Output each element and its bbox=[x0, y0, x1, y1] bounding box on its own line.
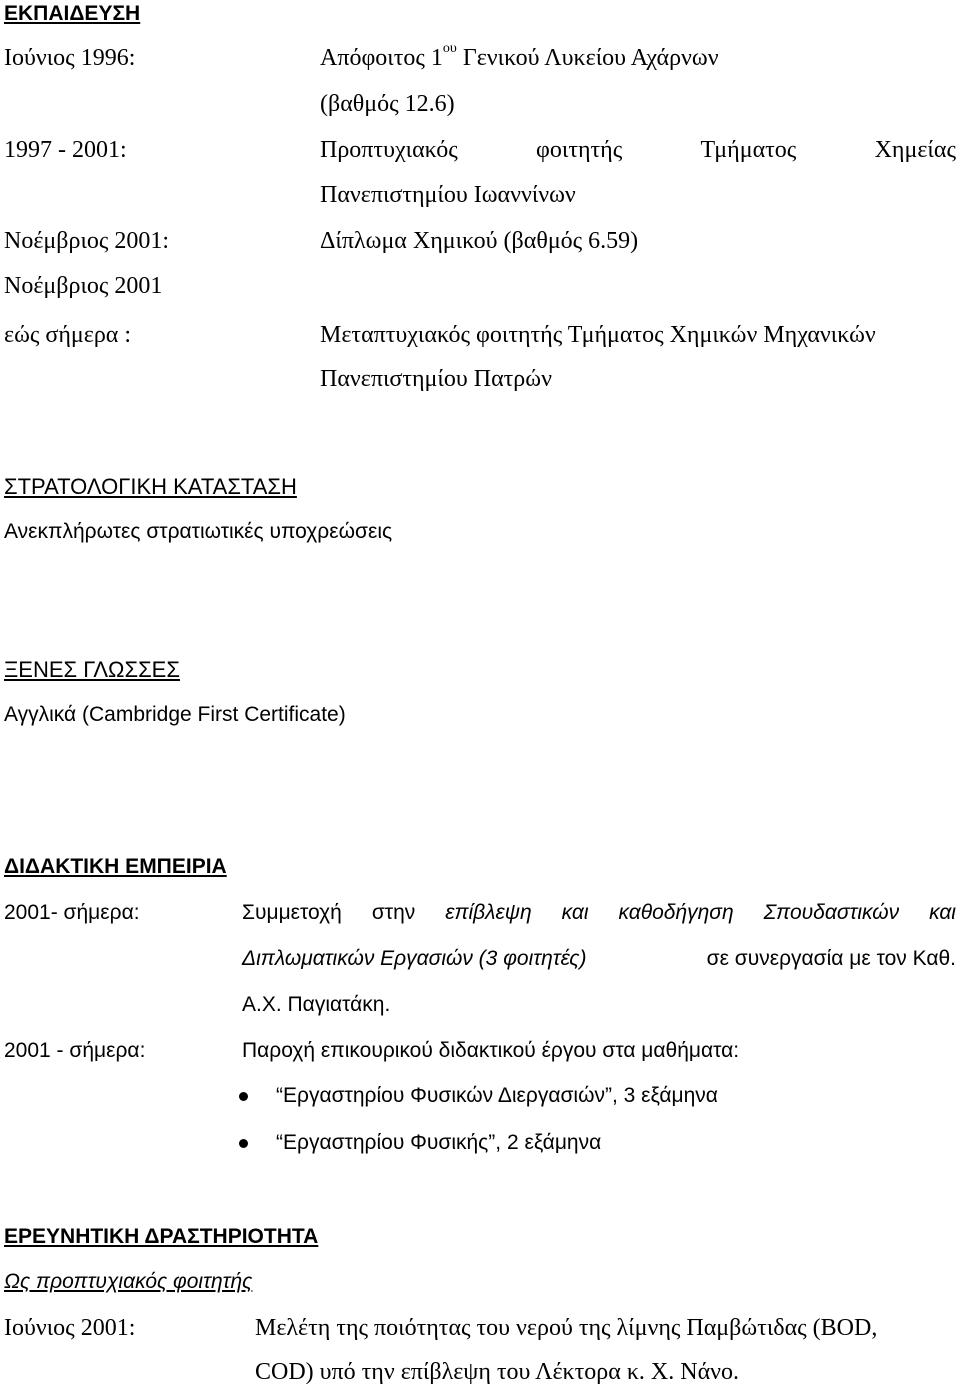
education-entry-2: Προπτυχιακός φοιτητής Τμήματος Χημείας bbox=[320, 137, 956, 163]
research-entry-1-line-2: COD) υπό την επίβλεψη του Λέκτορα κ. Χ. Νάνο. bbox=[255, 1359, 740, 1385]
research-date-1: Ιούνιος 2001: bbox=[4, 1315, 136, 1341]
languages-heading: ΞΕΝΕΣ ΓΛΩΣΣΕΣ bbox=[4, 657, 180, 682]
education-entry-1: Απόφοιτος $1^{o\upsilon}$ Γενικού Λυκείου Αχάρνων bbox=[320, 41, 719, 71]
research-entry-1: Μελέτη της ποιότητας του νερού της λίμνης Παμβώτιδας (BOD, bbox=[255, 1315, 878, 1341]
military-heading: ΣΤΡΑΤΟΛΟΓΙΚΗ ΚΑΤΑΣΤΑΣΗ bbox=[4, 474, 297, 499]
education-date-1: Ιούνιος 1996: bbox=[4, 45, 136, 71]
course-item-2: “Εργαστηρίου Φυσικής”, 2 εξάμηνα bbox=[276, 1131, 602, 1154]
education-entry-3: Δίπλωμα Χημικού (βαθμός 6.59) bbox=[320, 228, 639, 254]
education-entry-1-line-2: (βαθμός 12.6) bbox=[320, 91, 455, 117]
education-date-4-line-2: εώς σήμερα : bbox=[4, 322, 132, 348]
teaching-heading: ΔΙΔΑΚΤΙΚΗ ΕΜΠΕΙΡΙΑ bbox=[4, 855, 227, 878]
teaching-entry-1-line-2: Διπλωματικών Εργασιών (3 φοιτητές) σε συνεργασία με τον Καθ. bbox=[242, 947, 956, 970]
education-entry-2-line-2: Πανεπιστημίου Ιωαννίνων bbox=[320, 182, 576, 208]
teaching-entry-2: Παροχή επικουρικού διδακτικού έργου στα μαθήματα: bbox=[242, 1039, 740, 1062]
education-entry-4-line-2: Πανεπιστημίου Πατρών bbox=[320, 366, 552, 392]
education-date-3: Νοέμβριος 2001: bbox=[4, 228, 170, 254]
military-status: Ανεκπλήρωτες στρατιωτικές υποχρεώσεις bbox=[4, 520, 393, 543]
course-item-1: “Εργαστηρίου Φυσικών Διεργασιών”, 3 εξάμηνα bbox=[276, 1084, 718, 1107]
education-heading: ΕΚΠΑΙΔΕΥΣΗ bbox=[4, 2, 141, 25]
languages-english: Αγγλικά (Cambridge First Certificate) bbox=[4, 703, 346, 726]
bullet-icon bbox=[239, 1139, 248, 1148]
ordinal-superscript: ου bbox=[442, 41, 457, 56]
teaching-date-2: 2001 - σήμερα: bbox=[4, 1039, 146, 1062]
research-heading: ΕΡΕΥΝΗΤΙΚΗ ΔΡΑΣΤΗΡΙΟΤΗΤΑ bbox=[4, 1225, 319, 1248]
bullet-icon bbox=[239, 1092, 248, 1101]
teaching-entry-1-line-3: Α.Χ. Παγιατάκη. bbox=[242, 993, 391, 1016]
education-date-2: 1997 - 2001: bbox=[4, 137, 127, 163]
teaching-entry-1: Συμμετοχή στην επίβλεψη και καθοδήγηση Σπουδαστικών και bbox=[242, 901, 956, 924]
teaching-date-1: 2001- σήμερα: bbox=[4, 901, 140, 924]
education-date-4-line-1: Νοέμβριος 2001 bbox=[4, 273, 163, 299]
education-entry-4: Μεταπτυχιακός φοιτητής Τμήματος Χημικών Μηχανικών bbox=[320, 322, 876, 348]
research-subheading: Ως προπτυχιακός φοιτητής bbox=[4, 1270, 253, 1293]
